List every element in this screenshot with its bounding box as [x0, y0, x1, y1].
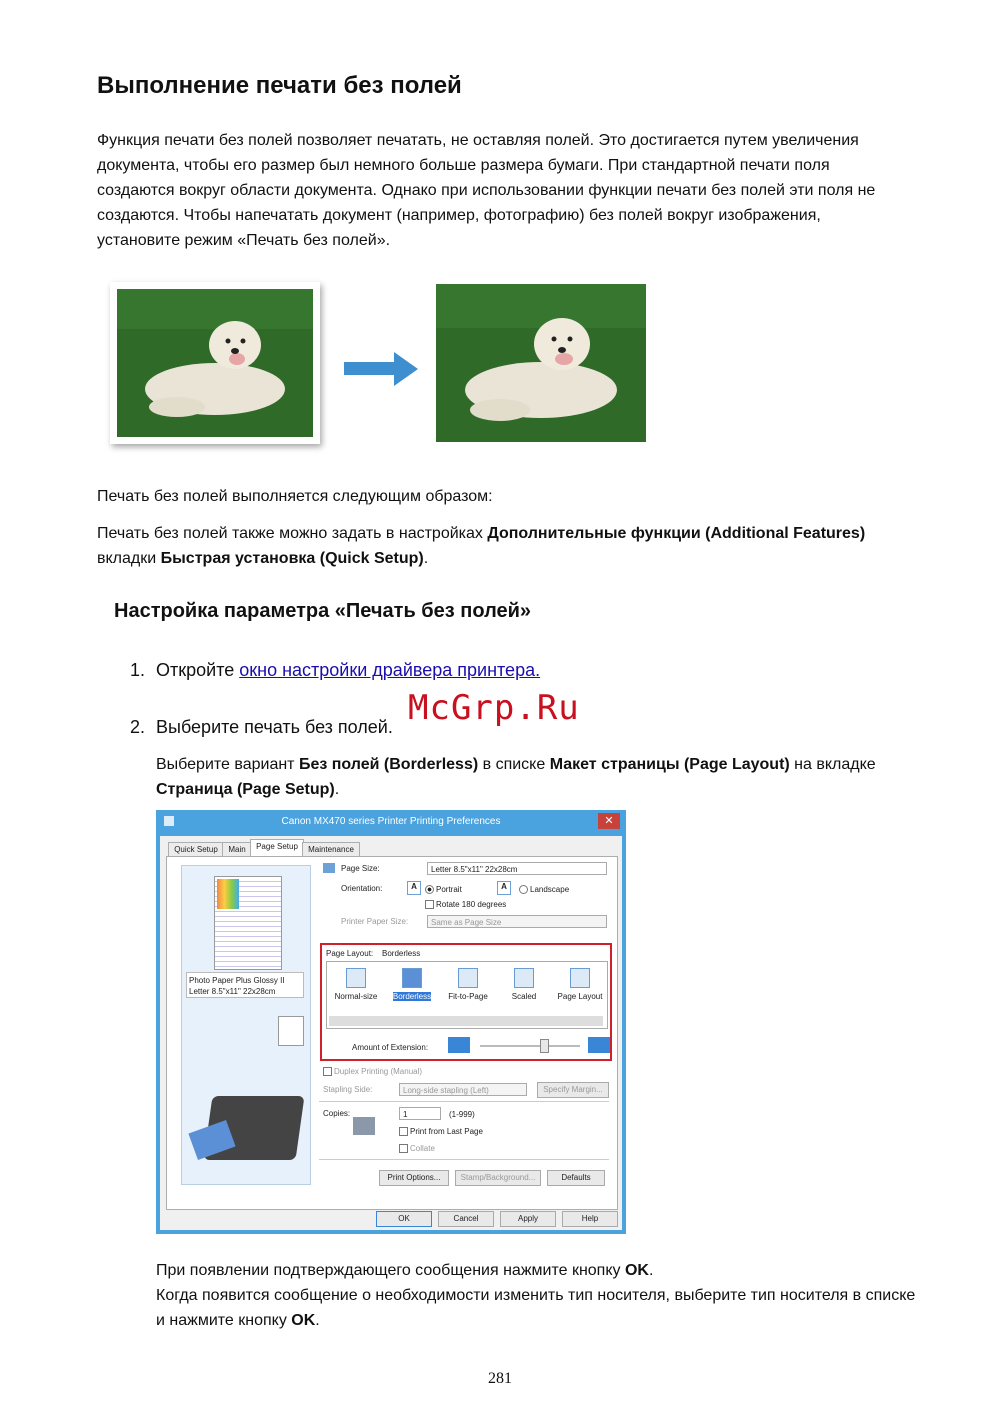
- layout-page-layout[interactable]: [553, 968, 607, 1001]
- text: .: [423, 550, 429, 567]
- bold-text: OK: [624, 1262, 649, 1279]
- landscape-radio[interactable]: [519, 885, 569, 894]
- rotate-checkbox[interactable]: [425, 900, 506, 909]
- text: Выберите вариант: [156, 756, 299, 773]
- layout-label: Fit-to-Page: [448, 992, 488, 1001]
- highlight-box: [320, 943, 612, 1061]
- arrow-right-icon: [344, 350, 420, 388]
- extension-min-icon: [448, 1037, 470, 1053]
- slider-thumb[interactable]: [540, 1039, 549, 1053]
- text: в списке: [478, 756, 550, 773]
- text: Когда появится сообщение о необходимости изменить тип носителя, выберите тип носителя в списке и нажмите кнопку: [156, 1287, 916, 1329]
- step-text: Выберите печать без полей.: [156, 717, 393, 737]
- help-button[interactable]: Help: [562, 1211, 618, 1227]
- close-button[interactable]: ✕: [598, 813, 620, 829]
- orientation-label: Orientation:: [341, 884, 383, 893]
- section-title: Настройка параметра «Печать без полей»: [114, 600, 532, 622]
- print-from-last-label: Print from Last Page: [410, 1127, 483, 1136]
- layout-fit-to-page[interactable]: [441, 968, 495, 1001]
- cancel-button[interactable]: Cancel: [438, 1211, 494, 1227]
- layout-normal-size[interactable]: [329, 968, 383, 1001]
- collate-checkbox[interactable]: [399, 1144, 435, 1153]
- layout-scaled[interactable]: [497, 968, 551, 1001]
- bold-text: Без полей (Borderless): [298, 756, 479, 773]
- print-from-last-checkbox[interactable]: [399, 1127, 483, 1136]
- text: .: [315, 1312, 320, 1329]
- ok-button[interactable]: OK: [376, 1211, 432, 1227]
- step-number: 2.: [130, 717, 146, 737]
- dialog-body: [160, 836, 622, 1230]
- text: .: [334, 781, 340, 798]
- apply-button[interactable]: Apply: [500, 1211, 556, 1227]
- landscape-icon: A: [497, 881, 511, 895]
- page-setup-panel: [166, 856, 618, 1210]
- after-paragraph-2: [156, 1283, 916, 1333]
- watermark: McGrp.Ru: [408, 688, 580, 728]
- printer-paper-size-label: Printer Paper Size:: [341, 917, 409, 926]
- tab-page-setup[interactable]: Page Setup: [250, 839, 304, 857]
- layout-scrollbar[interactable]: [329, 1016, 603, 1026]
- driver-settings-link[interactable]: окно настройки драйвера принтера.: [239, 660, 541, 680]
- step-2-description: [156, 752, 916, 802]
- divider: [319, 1101, 609, 1102]
- text: Печать без полей также можно задать в настройках: [97, 525, 488, 542]
- portrait-label: Portrait: [436, 885, 462, 894]
- bold-text: Макет страницы (Page Layout): [549, 756, 790, 773]
- page-number: 281: [488, 1370, 512, 1387]
- photo-with-border: [110, 282, 320, 444]
- layout-label: Normal-size: [334, 992, 378, 1001]
- page-size-select[interactable]: Letter 8.5"x11" 22x28cm: [427, 862, 607, 875]
- text: .: [648, 1262, 654, 1279]
- dialog-title: Canon MX470 series Printer Printing Preferences: [281, 816, 501, 827]
- stamp-background-button[interactable]: Stamp/Background...: [455, 1170, 541, 1186]
- copies-input[interactable]: 1: [399, 1107, 441, 1120]
- printer-icon: [164, 816, 174, 826]
- preview-image: [217, 879, 239, 909]
- page-layout-label: Page Layout:: [326, 949, 374, 958]
- page-size-icon: [323, 863, 335, 873]
- layout-borderless[interactable]: [385, 968, 439, 1001]
- step-text: Откройте: [156, 660, 240, 680]
- layout-label: Borderless: [392, 992, 432, 1001]
- portrait-radio[interactable]: [425, 885, 462, 894]
- stapling-side-select[interactable]: Long-side stapling (Left): [399, 1083, 527, 1096]
- bold-text: Дополнительные функции (Additional Features): [487, 525, 866, 542]
- printer-preferences-dialog: [156, 810, 626, 1234]
- portrait-icon: A: [407, 881, 421, 895]
- bold-text: Быстрая установка (Quick Setup): [160, 550, 424, 567]
- duplex-checkbox[interactable]: [323, 1067, 422, 1076]
- dog-photo-borderless: [436, 284, 646, 442]
- text: на вкладке: [789, 756, 876, 773]
- layout-list: [326, 961, 608, 1029]
- paragraph-additional: [97, 521, 897, 571]
- page-size-label: Page Size:: [341, 864, 380, 873]
- dog-photo-bordered: [117, 289, 313, 437]
- tab-maintenance[interactable]: Maintenance: [302, 842, 360, 858]
- text: При появлении подтверждающего сообщения нажмите кнопку: [156, 1262, 625, 1279]
- step-2: [130, 717, 393, 738]
- printer-paper-size-select[interactable]: Same as Page Size: [427, 915, 607, 928]
- page-layout-value: Borderless: [382, 949, 421, 958]
- defaults-button[interactable]: Defaults: [547, 1170, 605, 1186]
- specify-margin-button[interactable]: Specify Margin...: [537, 1082, 609, 1098]
- text: вкладки: [97, 550, 161, 567]
- orientation-preview: [278, 1016, 304, 1046]
- bold-text: Страница (Page Setup): [156, 781, 335, 798]
- extension-max-icon: [588, 1037, 610, 1053]
- tab-quick-setup[interactable]: Quick Setup: [168, 842, 224, 858]
- landscape-label: Landscape: [530, 885, 570, 894]
- copies-icon: [353, 1117, 375, 1135]
- layout-label: Scaled: [511, 992, 537, 1001]
- step-number: 1.: [130, 660, 146, 680]
- tab-main[interactable]: Main: [222, 842, 252, 858]
- bold-text: OK: [291, 1312, 316, 1329]
- paragraph-how: Печать без полей выполняется следующим образом:: [97, 488, 493, 505]
- page-preview: [214, 876, 282, 970]
- copies-range: (1-999): [449, 1110, 475, 1119]
- stapling-side-label: Stapling Side:: [323, 1085, 373, 1094]
- intro-paragraph: Функция печати без полей позволяет печатать, не оставляя полей. Это достигается путем увеличения документа, чтобы его размер был немного больше размера бумаги. При стандартной печати поля создаются вокруг области документа. Однако при использовании функции печати без полей эти поля не создаются. Чтобы напечатать документ (например, фотографию) без полей вокруг изображения, установите режим «Печать без полей».: [97, 132, 876, 249]
- amount-of-extension-label: Amount of Extension:: [352, 1043, 429, 1052]
- page-title: Выполнение печати без полей: [97, 72, 462, 99]
- divider: [319, 1159, 609, 1160]
- after-paragraph-1: [156, 1258, 916, 1283]
- rotate-label: Rotate 180 degrees: [436, 900, 507, 909]
- layout-label: Page Layout: [557, 992, 603, 1001]
- step-1: [130, 660, 541, 681]
- collate-label: Collate: [410, 1144, 435, 1153]
- paper-info: Photo Paper Plus Glossy II Letter 8.5"x11" 22x28cm: [186, 972, 304, 998]
- preview-area: [181, 865, 311, 1185]
- print-options-button[interactable]: Print Options...: [379, 1170, 449, 1186]
- duplex-label: Duplex Printing (Manual): [334, 1067, 423, 1076]
- extension-slider[interactable]: [480, 1045, 580, 1047]
- copies-label: Copies:: [323, 1109, 351, 1118]
